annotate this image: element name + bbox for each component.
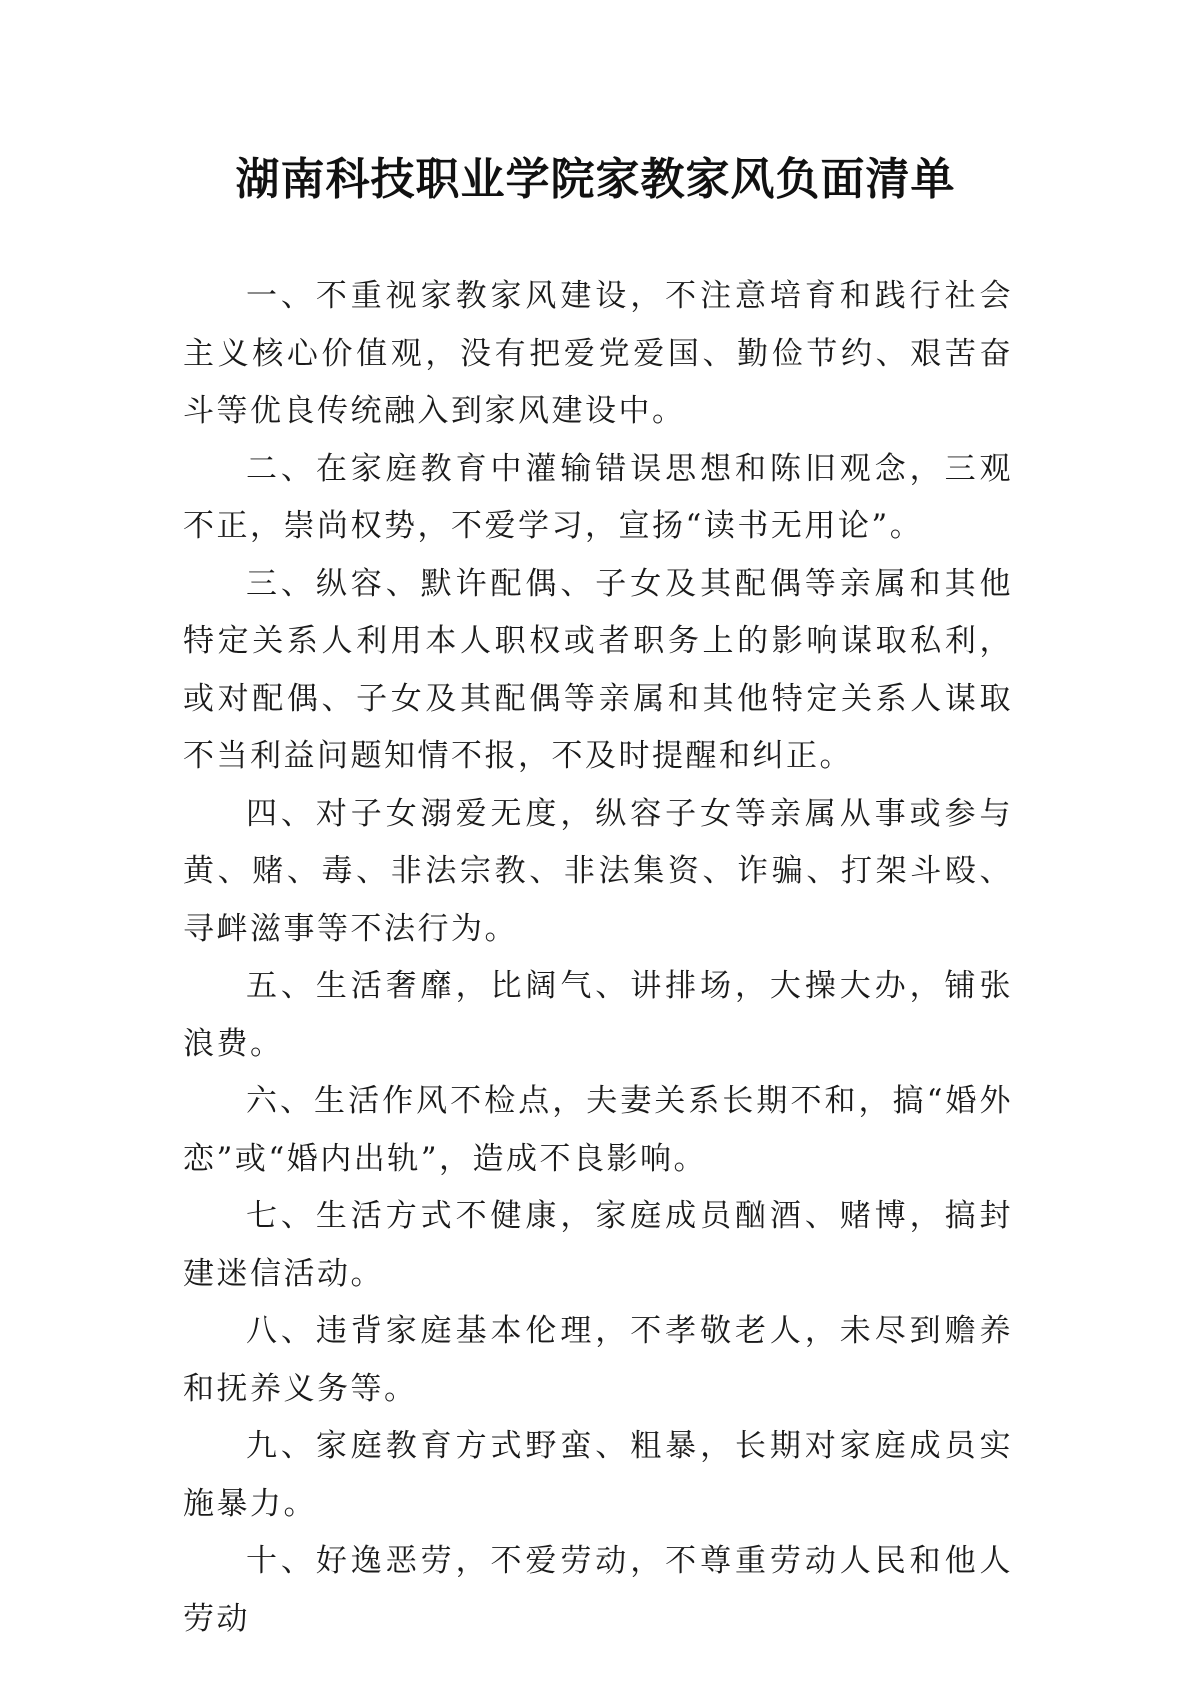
paragraph-7: 七、生活方式不健康，家庭成员酗酒、赌博，搞封建迷信活动。	[183, 1198, 1013, 1292]
document-body	[183, 268, 1013, 1648]
paragraph-6: 六、生活作风不检点，夫妻关系长期不和，搞“婚外恋”或“婚内出轨”，造成不良影响。	[183, 1083, 1013, 1177]
paragraph-10: 十、好逸恶劳，不爱劳动，不尊重劳动人民和他人劳动	[183, 1543, 1013, 1637]
paragraph-8: 八、违背家庭基本伦理，不孝敬老人，未尽到赡养和抚养义务等。	[183, 1313, 1013, 1407]
paragraph-5: 五、生活奢靡，比阔气、讲排场，大操大办，铺张浪费。	[183, 968, 1013, 1062]
paragraph-3: 三、纵容、默许配偶、子女及其配偶等亲属和其他特定关系人利用本人职权或者职务上的影响谋取私利，或对配偶、子女及其配偶等亲属和其他特定关系人谋取不当利益问题知情不报，不及时提醒和纠正。	[183, 565, 1013, 774]
paragraph-9: 九、家庭教育方式野蛮、粗暴，长期对家庭成员实施暴力。	[183, 1428, 1013, 1522]
document-title: 湖南科技职业学院家教家风负面清单	[235, 154, 956, 205]
paragraph-4: 四、对子女溺爱无度，纵容子女等亲属从事或参与黄、赌、毒、非法宗教、非法集资、诈骗、打架斗殴、寻衅滋事等不法行为。	[183, 795, 1013, 947]
paragraph-2: 二、在家庭教育中灌输错误思想和陈旧观念，三观不正，崇尚权势，不爱学习，宣扬“读书无用论”。	[183, 450, 1013, 544]
paragraph-1: 一、不重视家教家风建设，不注意培育和践行社会主义核心价值观，没有把爱党爱国、勤俭节约、艰苦奋斗等优良传统融入到家风建设中。	[183, 278, 1013, 429]
